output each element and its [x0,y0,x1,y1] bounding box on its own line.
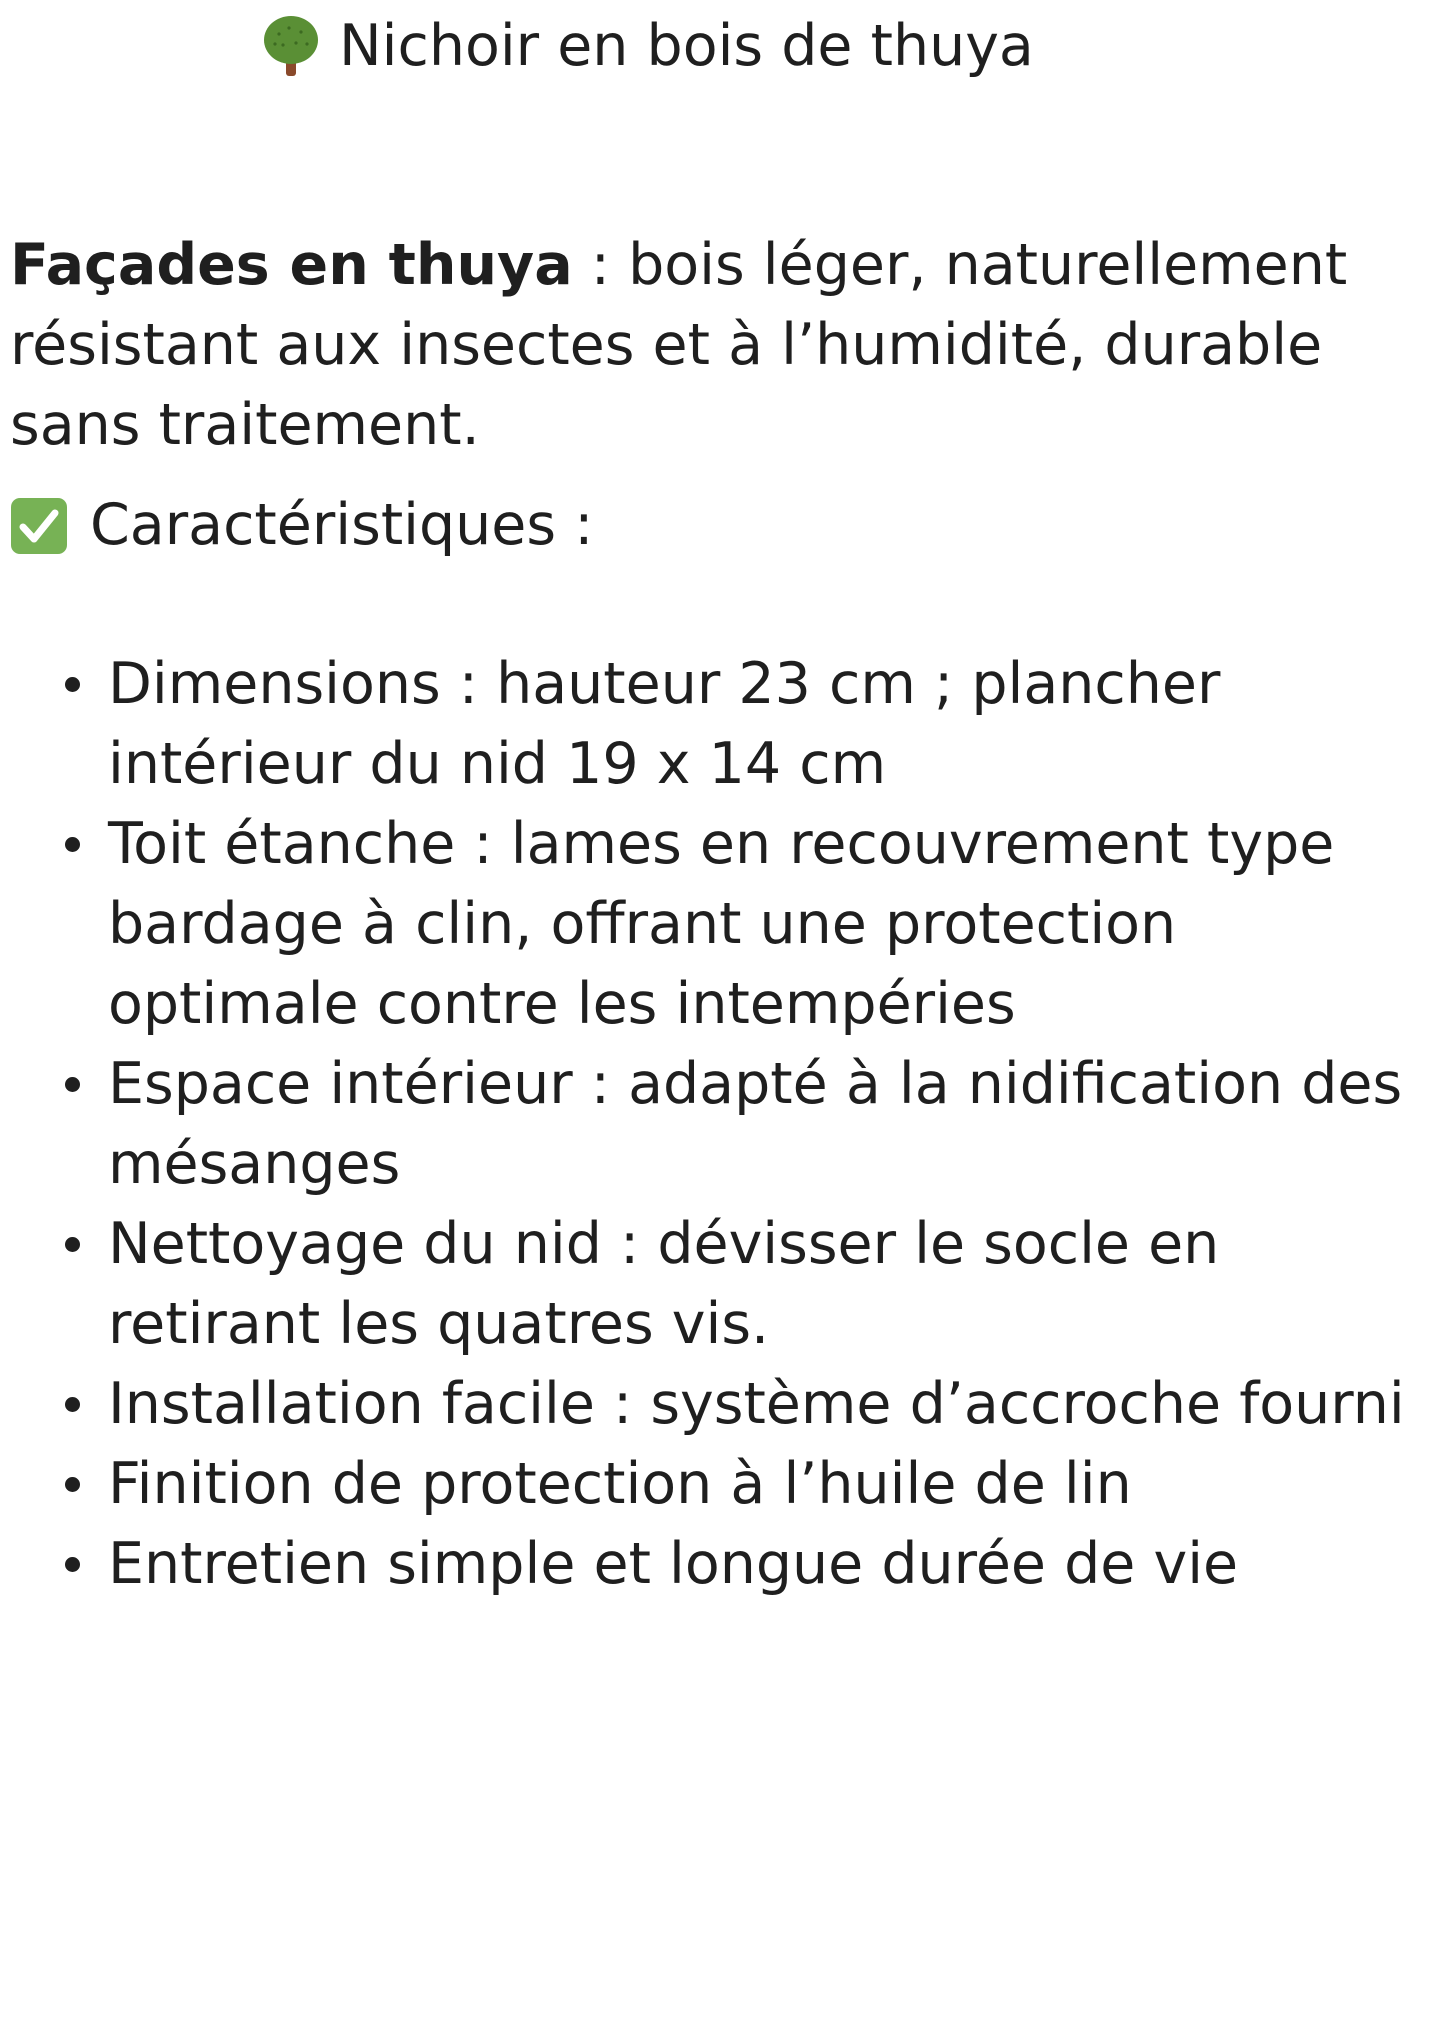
bullet-icon [65,1237,80,1252]
bullet-icon [65,1557,80,1572]
list-item [10,1524,1438,1604]
features-heading [10,485,593,565]
bullet-icon [65,1077,80,1092]
check-mark-button-icon [10,496,68,554]
intro-text: : bois léger, naturellement résistant aux insectes et à l’humidité, durable sans traitement. [10,232,1348,458]
list-item-text: Nettoyage du nid : dévisser le socle en retirant les quatres vis. [108,1211,1220,1357]
page-title [263,8,1034,84]
list-item [10,1444,1438,1524]
bullet-icon [65,1477,80,1492]
intro-bold-lead: Façades en thuya [10,232,573,298]
intro-paragraph [10,225,1410,465]
list-item-text: Espace intérieur : adapté à la nidification des mésanges [108,1051,1403,1197]
features-list [10,644,1435,1604]
list-item [10,644,1438,804]
title-text: Nichoir en bois de thuya [339,13,1034,79]
list-item [10,1044,1438,1204]
bullet-icon [65,1397,80,1412]
list-item [10,1204,1438,1364]
list-item-text: Entretien simple et longue durée de vie [108,1531,1239,1597]
list-item-text: Finition de protection à l’huile de lin [108,1451,1132,1517]
list-item [10,804,1438,1044]
list-item-text: Dimensions : hauteur 23 cm ; plancher intérieur du nid 19 x 14 cm [108,651,1221,797]
list-item-text: Installation facile : système d’accroche fourni [108,1371,1405,1437]
features-heading-text: Caractéristiques : [90,492,594,558]
bullet-icon [65,837,80,852]
bullet-icon [65,677,80,692]
deciduous-tree-icon [263,14,319,78]
list-item-text: Toit étanche : lames en recouvrement type bardage à clin, offrant une protection optimale contre les intempéries [108,811,1335,1037]
list-item [10,1364,1438,1444]
